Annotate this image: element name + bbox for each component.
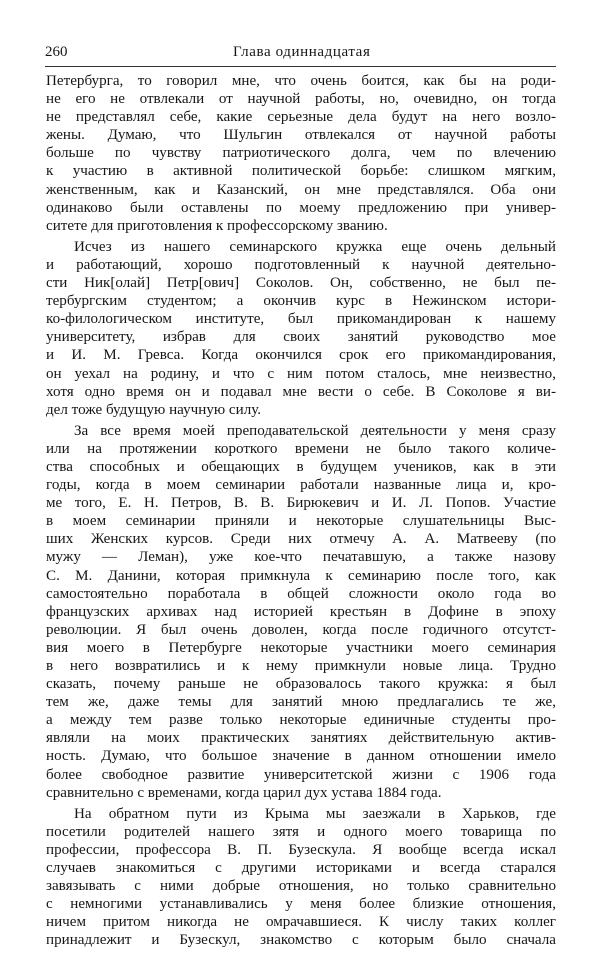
text-line: самостоятельно поработала в общей сложности около года во: [46, 585, 556, 602]
text-line: сравнительно с временами, когда царил дух устава 1884 года.: [46, 784, 442, 801]
text-line: дел тоже будущую научную силу.: [46, 401, 262, 418]
text-line: завязывать с ними добрые отношения, но только сравнительно: [46, 878, 556, 895]
text-line: посетили родителей нашего зятя и одного моего товарища по: [46, 823, 556, 840]
text-line: и И. М. Гревса. Когда окончился срок его прикомандирования,: [46, 347, 556, 364]
text-line: Исчез из нашего семинарского кружка еще очень дельный: [74, 238, 556, 255]
text-line: годы, когда в моем семинарии работали названные лица и, кро-: [46, 477, 556, 494]
text-line: в моем семинарии приняли и некоторые слушательницы Выс-: [46, 513, 556, 530]
text-line: принадлежит и Бузескул, знакомство с которым было сначала: [46, 932, 556, 949]
paragraph: [46, 72, 556, 235]
text-line: ме того, Е. Н. Петров, В. В. Бирюкевич и И. Л. Попов. Участие: [46, 495, 556, 512]
paragraph: [46, 805, 556, 950]
text-line: профессии, профессора В. П. Бузескула. Я вообще всегда искал: [46, 841, 556, 858]
text-line: женственным, как и Казанский, он мне представлялся. Оба они: [46, 181, 556, 198]
paragraph: [46, 238, 556, 419]
text-line: ность. Думаю, что большое значение в данном отношении имело: [46, 748, 556, 765]
text-line: университету, избрав для своих занятий руководство мое: [46, 329, 556, 346]
header-rule: [45, 66, 556, 67]
text-line: сти Ник[олай] Петр[ович] Соколов. Он, собственно, не был пе-: [46, 275, 556, 292]
page-header: [45, 42, 555, 62]
text-line: мужу — Леман), уже кое-что печатавшую, а также назову: [46, 549, 556, 566]
text-line: тербургским студентом; а окончив курс в Нежинском истори-: [46, 293, 556, 310]
text-line: ситете для приготовления к профессорскому званию.: [46, 217, 388, 234]
text-line: являли на моих практических занятиях действительную актив-: [46, 730, 556, 747]
text-line: к участию в активной политической борьбе: слишком мягким,: [46, 163, 556, 180]
text-line: а между тем разве только некоторые единичные студенты про-: [46, 712, 556, 729]
text-line: больше по чувству патриотического долга, чем по влечению: [46, 145, 556, 162]
text-line: в него возвратились и к нему примкнули новые лица. Трудно: [46, 658, 556, 674]
text-line: За все время моей преподавательской деятельности у меня сразу: [74, 422, 556, 439]
text-line: ко-филологическом институте, был прикомандирован к нашему: [46, 311, 556, 328]
text-line: случаев знакомиться с другими историками и всегда старался: [46, 860, 556, 877]
text-line: он уехал на родину, и что с ним потом сталось, мне неизвестно,: [46, 365, 556, 382]
text-line: не его не отвлекали от научной работы, но, очевидно, он тогда: [46, 91, 556, 108]
paragraph: [46, 422, 556, 802]
chapter-title: Глава одиннадцатая: [233, 44, 371, 60]
text-line: одинаково были оставлены по моему предложению при универ-: [46, 199, 556, 216]
text-line: ства способных и обещающих в будущем учеников, как в эти: [46, 458, 556, 475]
text-line: сказать, почему раньше не образовалось такого кружка: я был: [46, 676, 556, 693]
text-line: С. М. Данини, которая примкнула к семинарию после того, как: [46, 567, 556, 584]
text-line: не представлял себе, какие серьезные дела будут на него возло-: [46, 109, 556, 126]
text-line: хотя одно время он и подавал мне вести о себе. В Соколове я ви-: [46, 383, 556, 400]
text-line: На обратном пути из Крыма мы заезжали в Харьков, где: [74, 805, 556, 822]
text-line: жены. Думаю, что Шульгин отвлекался от научной работы: [46, 127, 556, 144]
text-line: и работающий, хорошо подготовленный к научной деятельно-: [46, 256, 556, 273]
page-number: 260: [45, 44, 68, 60]
text-line: тем же, даже темы для занятий мною предлагались те же,: [46, 694, 556, 711]
body-text: [46, 72, 556, 953]
text-line: революции. Я был очень доволен, когда после годичного отсутст-: [46, 621, 556, 638]
text-line: ших Женских курсов. Среди них отмечу А. А. Матвееву (по: [46, 531, 556, 548]
text-line: ничем притом никогда не омрачавшиеся. К числу таких коллег: [46, 914, 556, 931]
text-line: или на протяжении короткого времени не было такого количе-: [46, 440, 556, 457]
text-line: Петербурга, то говорил мне, что очень боится, как бы на роди-: [46, 73, 556, 89]
text-line: вия моего в Петербурге некоторые участники моего семинария: [46, 639, 556, 656]
text-line: с немногими устанавливались у меня более близкие отношения,: [46, 896, 556, 913]
text-line: более свободное развитие университетской жизни с 1906 года: [46, 766, 556, 783]
text-line: французских архивах над историей крестьян в Дофине в эпоху: [46, 603, 556, 620]
